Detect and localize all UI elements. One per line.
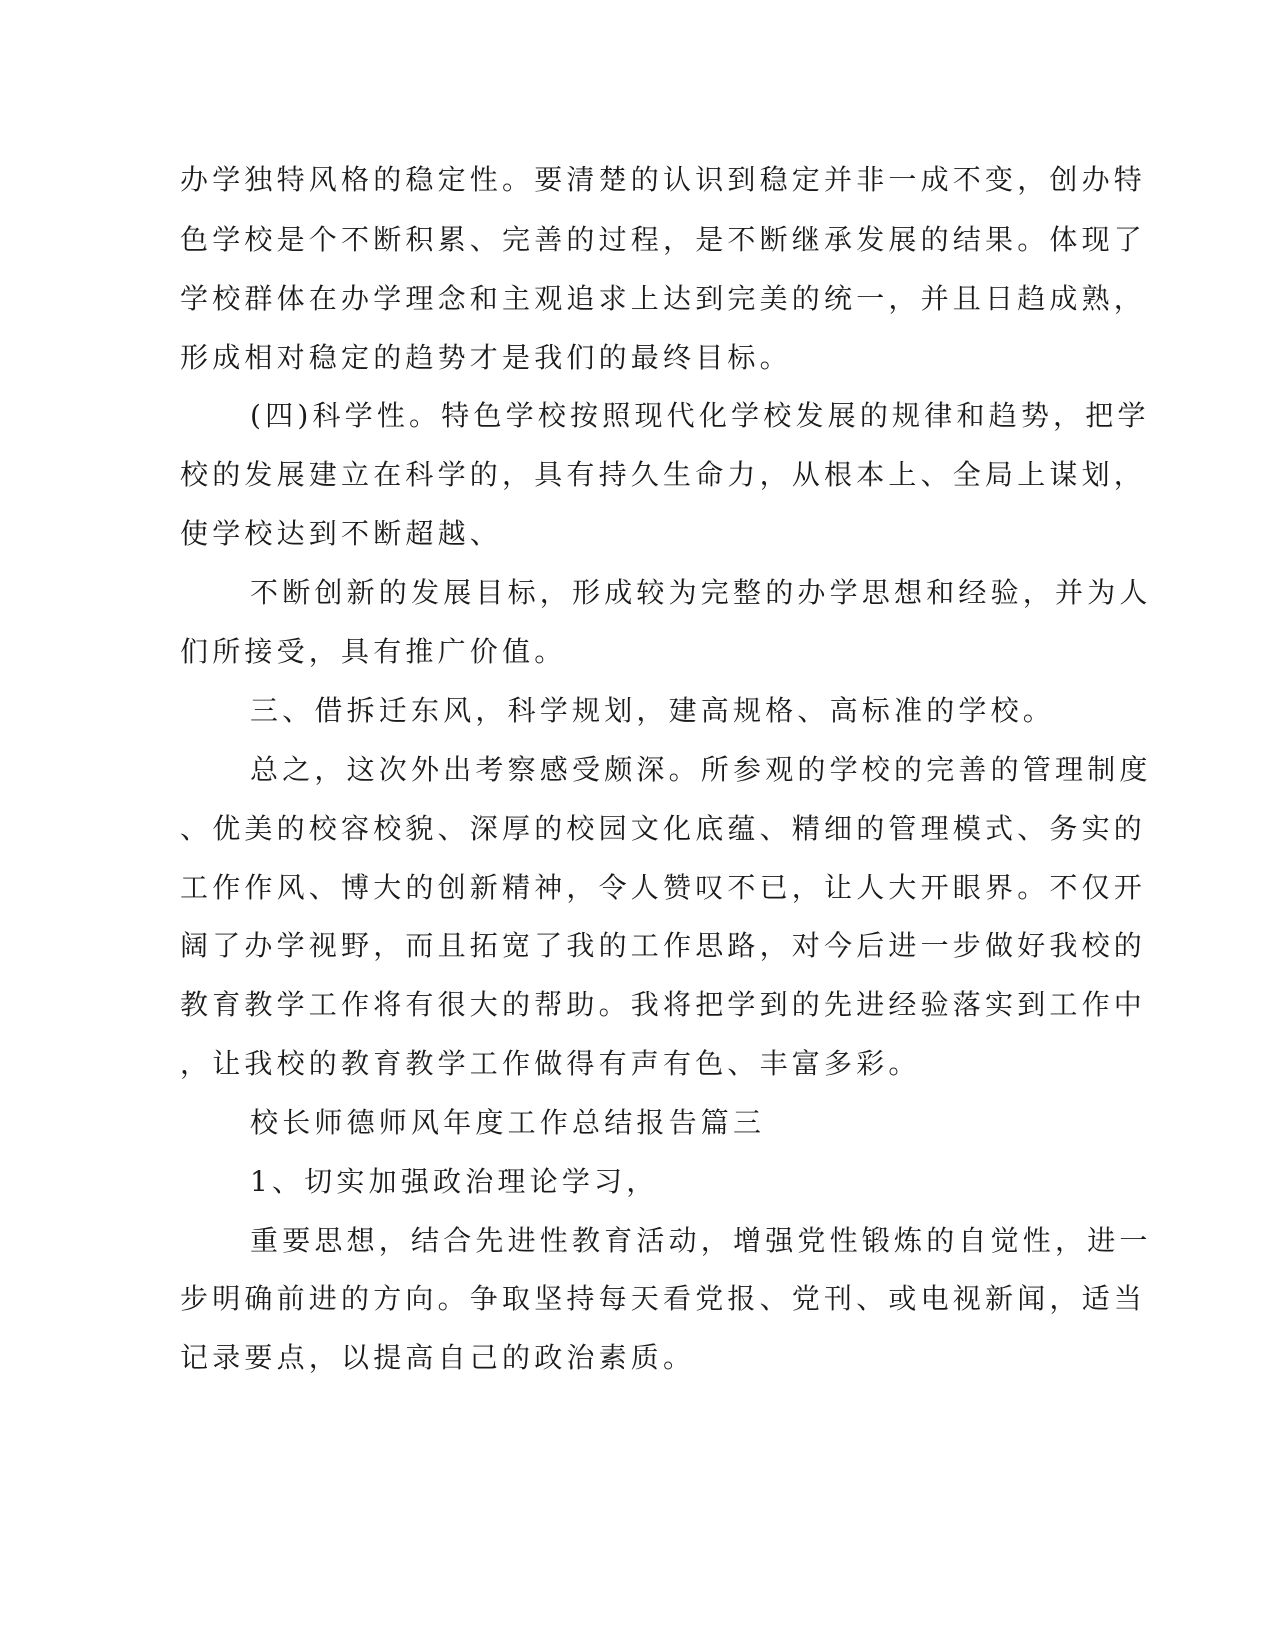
text-line: 三、借拆迁东风，科学规划，建高规格、高标准的学校。 <box>250 694 1056 727</box>
text-line: 工作作风、博大的创新精神，令人赞叹不已，让人大开眼界。不仅开 <box>180 871 1147 904</box>
text-line: 教育教学工作将有很大的帮助。我将把学到的先进经验落实到工作中 <box>180 988 1147 1021</box>
text-line: 们所接受，具有推广价值。 <box>180 635 567 668</box>
text-line: 总之，这次外出考察感受颇深。所参观的学校的完善的管理制度 <box>250 753 1152 786</box>
text-line: 重要思想，结合先进性教育活动，增强党性锻炼的自觉性，进一 <box>250 1224 1152 1257</box>
section-heading: 校长师德师风年度工作总结报告篇三 <box>250 1106 766 1139</box>
text-line: 色学校是个不断积累、完善的过程，是不断继承发展的结果。体现了 <box>180 223 1147 256</box>
text-line: 1、切实加强政治理论学习， <box>250 1165 659 1198</box>
text-line: 阔了办学视野，而且拓宽了我的工作思路，对今后进一步做好我校的 <box>180 929 1147 962</box>
text-line: 记录要点，以提高自己的政治素质。 <box>180 1341 696 1374</box>
text-line: 办学独特风格的稳定性。要清楚的认识到稳定并非一成不变，创办特 <box>180 163 1147 196</box>
text-line: (四)科学性。特色学校按照现代化学校发展的规律和趋势，把学 <box>250 399 1150 432</box>
text-line: 使学校达到不断超越、 <box>180 517 503 550</box>
text-line: 步明确前进的方向。争取坚持每天看党报、党刊、或电视新闻，适当 <box>180 1282 1147 1315</box>
text-line: 学校群体在办学理念和主观追求上达到完美的统一，并且日趋成熟， <box>180 282 1147 315</box>
text-line: 形成相对稳定的趋势才是我们的最终目标。 <box>180 341 792 374</box>
text-line: ，让我校的教育教学工作做得有声有色、丰富多彩。 <box>180 1047 921 1080</box>
text-line: 、优美的校容校貌、深厚的校园文化底蕴、精细的管理模式、务实的 <box>180 812 1147 845</box>
text-line: 不断创新的发展目标，形成较为完整的办学思想和经验，并为人 <box>250 576 1152 609</box>
text-line: 校的发展建立在科学的，具有持久生命力，从根本上、全局上谋划， <box>180 458 1147 491</box>
